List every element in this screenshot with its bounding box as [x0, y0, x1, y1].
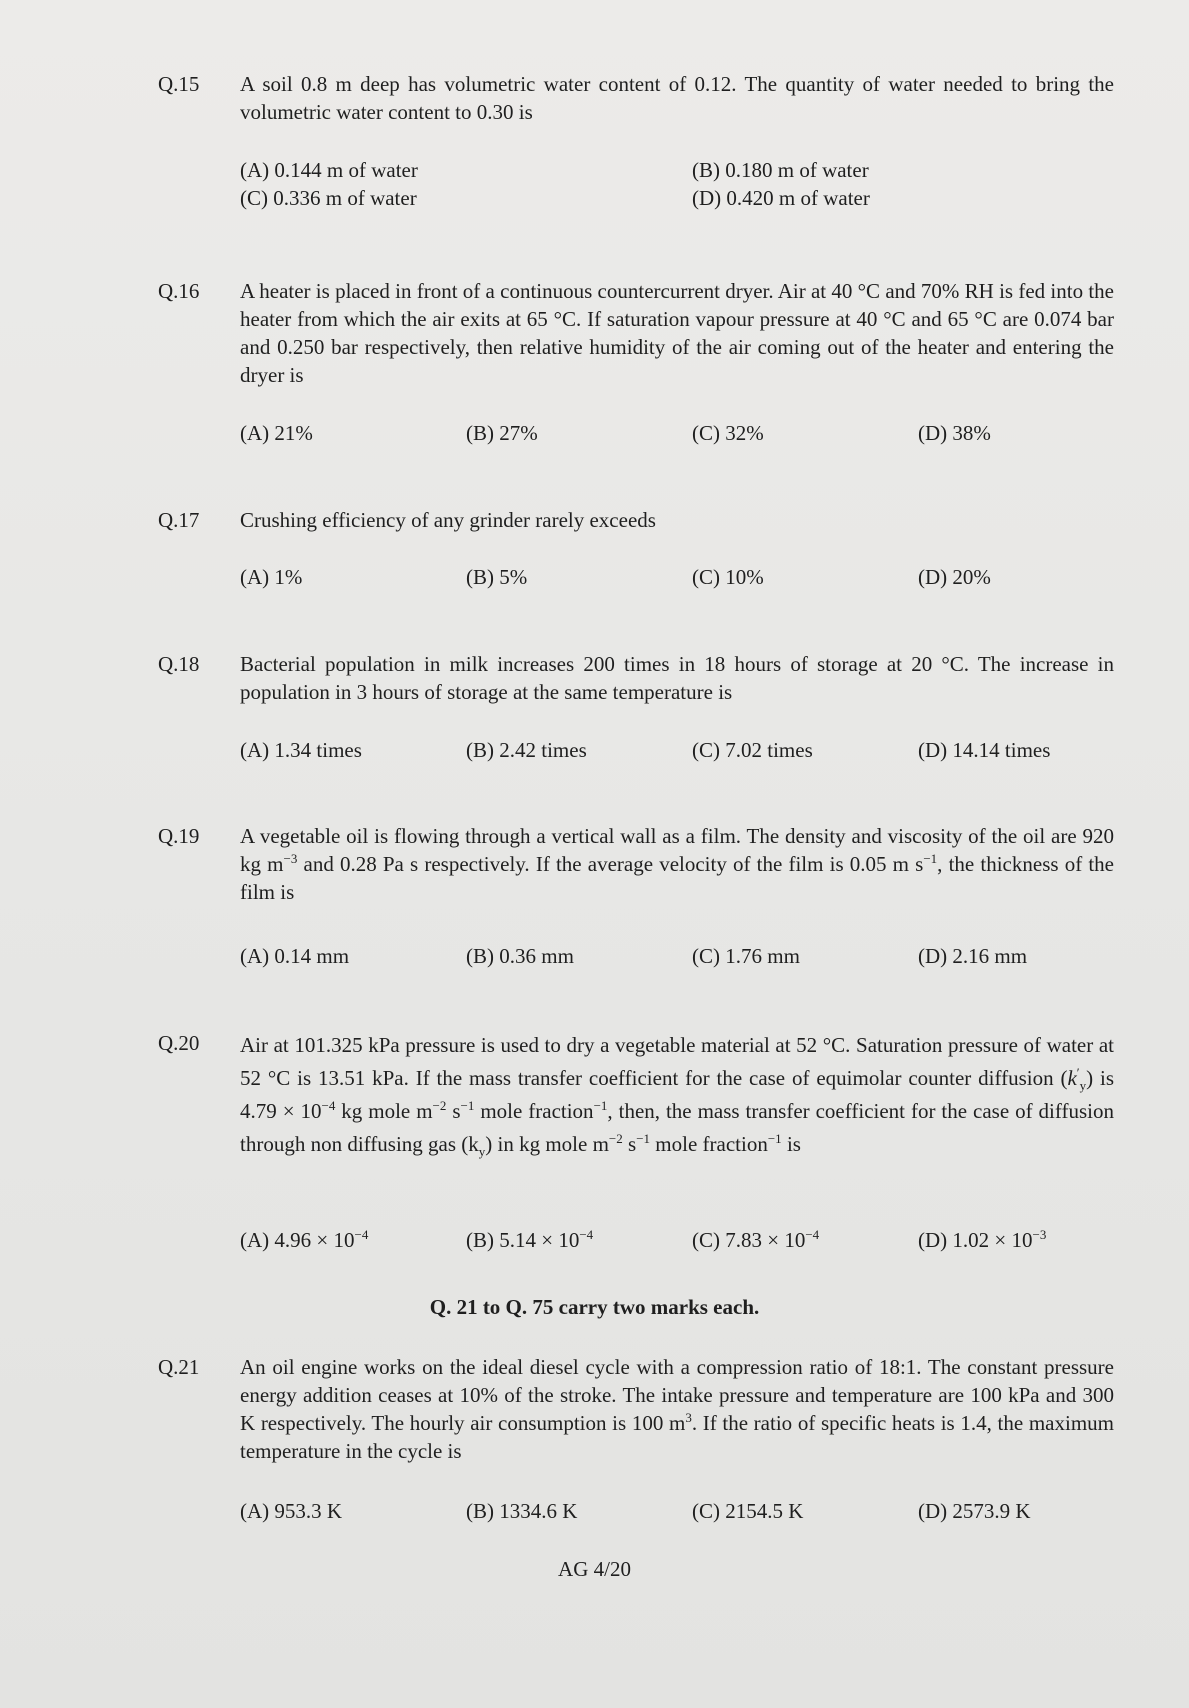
- option-a: (A) 0.14 mm: [240, 944, 350, 968]
- option-a: (A) 21%: [240, 421, 313, 445]
- option-b: (B) 2.42 times: [466, 738, 587, 762]
- option-a: (A) 953.3 K: [240, 1499, 343, 1523]
- option-b: (B) 1334.6 K: [466, 1499, 578, 1523]
- option-a: (A) $4.96 \times 10^{-4}$: [240, 1227, 369, 1252]
- question-number: Q.16: [158, 279, 200, 303]
- option-c: (C) 7.02 times: [692, 738, 813, 762]
- option-b: (B) $5.14 \times 10^{-4}$: [466, 1227, 594, 1252]
- question-number: Q.20: [158, 1031, 200, 1055]
- question-text: An oil engine works on the ideal diesel cycle with a compression ratio of 18:1. The constant pressure energy addition ceases at 10% of the stroke. The intake pressure and temperature are 100 kPa and 300 K respectively. The hourly air consumption is 100 $m^3$. If the ratio of specific heats is 1.4, the maximum temperature in the cycle is: [240, 1355, 1114, 1463]
- option-d: (D) 14.14 times: [918, 738, 1051, 762]
- question-text: Bacterial population in milk increases 200 times in 18 hours of storage at 20 °C. The increase in population in 3 hours of storage at the same temperature is: [240, 652, 1114, 704]
- option-d: (D) $1.02 \times 10^{-3}$: [918, 1227, 1047, 1252]
- option-d: (D) 0.420 m of water: [692, 186, 870, 210]
- page-footer: AG 4/20: [558, 1557, 631, 1581]
- option-a: (A) 1%: [240, 565, 303, 589]
- question-text: Air at 101.325 kPa pressure is used to dry a vegetable material at 52 °C. Saturation pressure of water at 52 °C is 13.51 kPa. If the mass transfer coefficient for the case of equimolar counter diffusion $(k'_y)$ is $4.79 \times 10^{-4}$ kg mole $m^{-2}$ $s^{-1}$ mole fraction$^{-1}$, then, the mass transfer coefficient for the case of diffusion through non diffusing gas $(k_y)$ in kg mole $m^{-2}$ $s^{-1}$ mole fraction$^{-1}$ is: [240, 1033, 1114, 1160]
- question-number: Q.21: [158, 1355, 200, 1379]
- option-d: (D) 2.16 mm: [918, 944, 1028, 968]
- question-number: Q.19: [158, 824, 200, 848]
- option-c: (C) 10%: [692, 565, 764, 589]
- question-text: Crushing efficiency of any grinder rarely exceeds: [240, 508, 656, 532]
- option-d: (D) 2573.9 K: [918, 1499, 1031, 1523]
- option-c: (C) 2154.5 K: [692, 1499, 804, 1523]
- question-number: Q.15: [158, 72, 200, 96]
- section-heading: Q. 21 to Q. 75 carry two marks each.: [429, 1295, 760, 1319]
- option-b: (B) 5%: [466, 565, 528, 589]
- option-b: (B) 0.36 mm: [466, 944, 574, 968]
- option-c: (C) 32%: [692, 421, 764, 445]
- option-c: (C) 1.76 mm: [692, 944, 800, 968]
- question-text: A heater is placed in front of a continuous countercurrent dryer. Air at 40 °C and 70% RH is fed into the heater from which the air exits at 65 °C. If saturation vapour pressure at 40 °C and 65 °C are 0.074 bar and 0.250 bar respectively, then relative humidity of the air coming out of the heater and entering the dryer is: [240, 279, 1114, 387]
- option-b: (B) 27%: [466, 421, 538, 445]
- question-text: A soil 0.8 m deep has volumetric water content of 0.12. The quantity of water needed to bring the volumetric water content to 0.30 is: [240, 72, 1114, 124]
- option-d: (D) 38%: [918, 421, 991, 445]
- option-a: (A) 1.34 times: [240, 738, 362, 762]
- option-b: (B) 0.180 m of water: [692, 158, 869, 182]
- question-number: Q.18: [158, 652, 200, 676]
- question-number: Q.17: [158, 508, 200, 532]
- question-text: A vegetable oil is flowing through a vertical wall as a film. The density and viscosity of the oil are 920 kg $m^{-3}$ and 0.28 Pa s respectively. If the average velocity of the film is 0.05 m $s^{-1}$, the thickness of the film is: [240, 824, 1114, 904]
- option-c: (C) 0.336 m of water: [240, 186, 417, 210]
- option-a: (A) 0.144 m of water: [240, 158, 418, 182]
- option-c: (C) $7.83 \times 10^{-4}$: [692, 1227, 820, 1252]
- option-d: (D) 20%: [918, 565, 991, 589]
